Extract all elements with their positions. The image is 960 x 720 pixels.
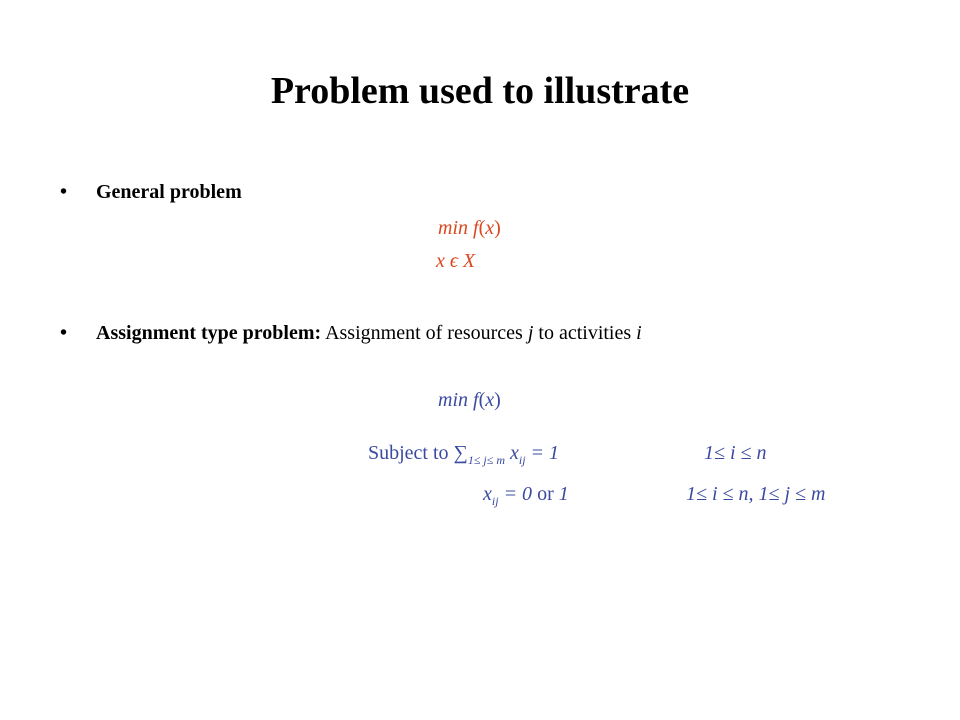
assignment-objective: min f(x) [438, 389, 501, 411]
slide-title: Problem used to illustrate [270, 70, 690, 112]
assignment-constraint-range1: 1≤ i ≤ n [704, 442, 767, 464]
general-constraint: x ϵ X [436, 250, 476, 272]
bullet-icon: • [60, 181, 68, 203]
sum-index: 1≤ j≤ m [467, 453, 505, 467]
bullet-label: Assignment type problem: [96, 322, 322, 344]
bullet-general-problem [60, 179, 242, 205]
bullet-label: General problem [96, 181, 242, 203]
bullet-icon: • [60, 322, 68, 344]
assignment-constraint-sum: Subject to $\sum_{1\le j\le m}$ $x_{ij} = 1$ [368, 442, 560, 467]
assignment-constraint-range2: 1≤ i ≤ n, 1≤ j ≤ m [686, 483, 826, 505]
assignment-constraint-binary: $x_{ij} = 0$ or 1 [483, 483, 569, 508]
sum-symbol: ∑ [453, 442, 468, 464]
general-objective: min f(x) [438, 217, 501, 239]
bullet-assignment-problem: • Assignment type problem: Assignment of resources j to activities i [60, 322, 642, 344]
